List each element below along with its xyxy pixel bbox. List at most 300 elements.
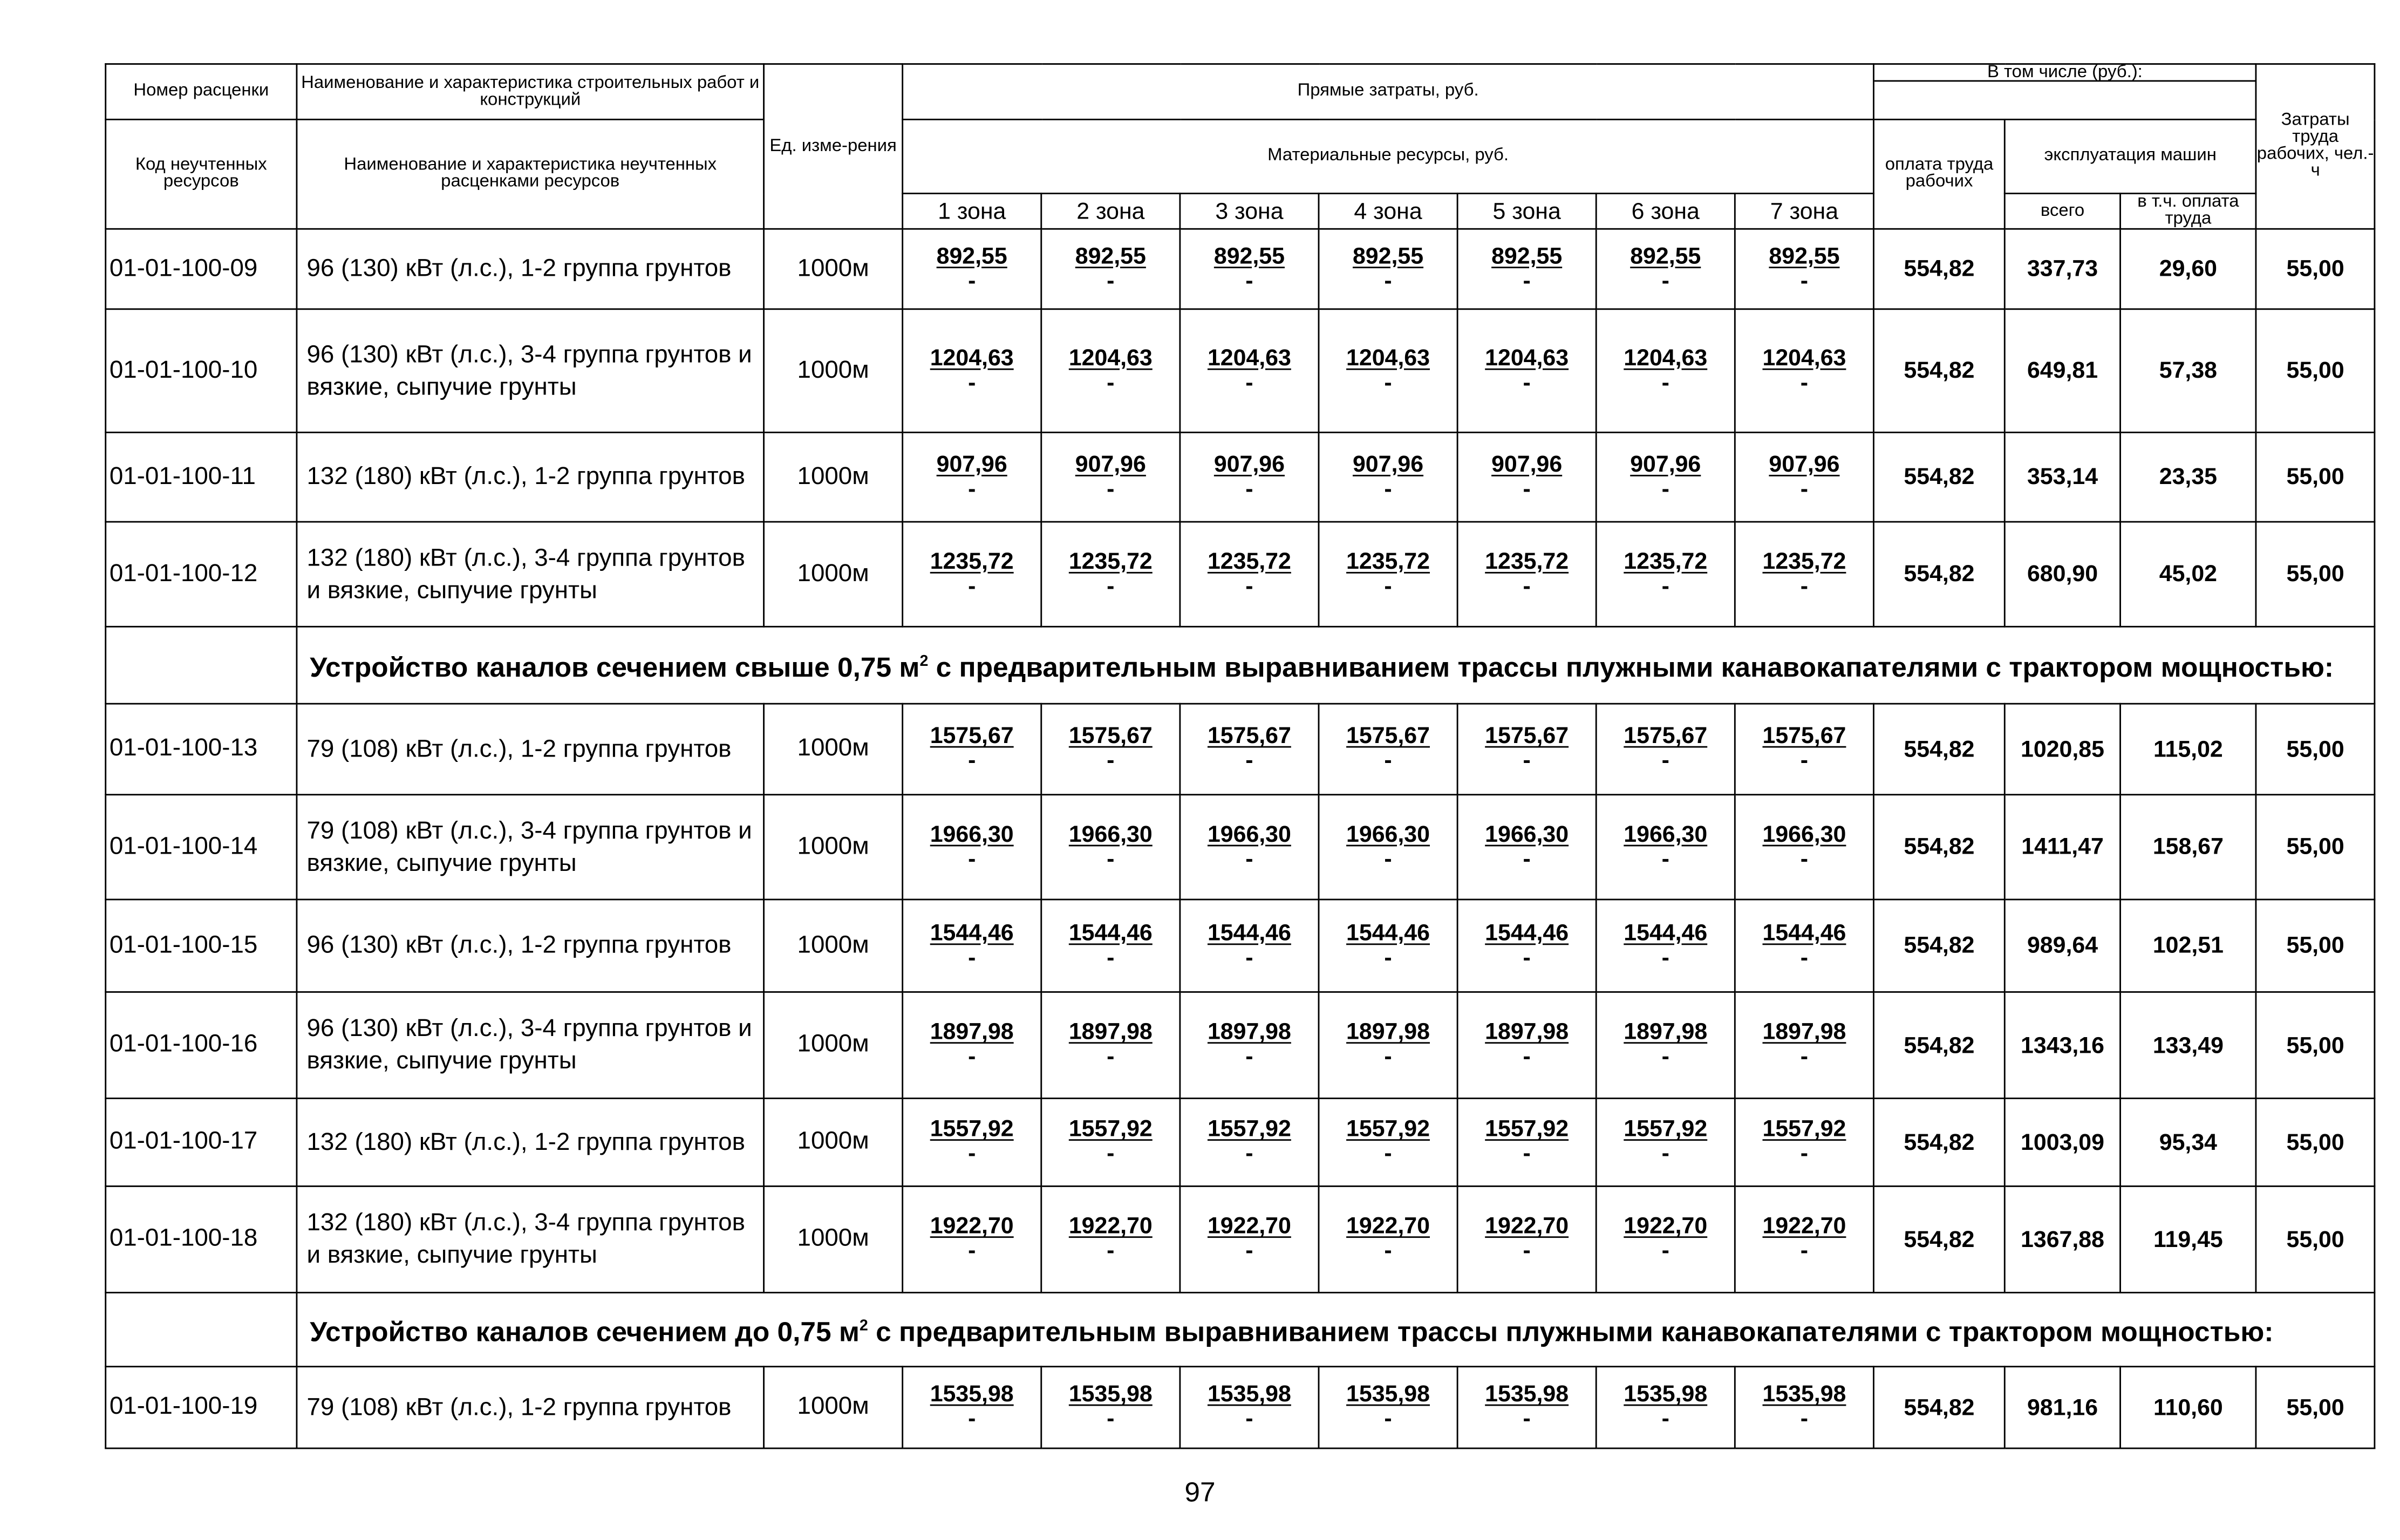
table-row <box>106 1099 2375 1187</box>
zone-material-value: 1204,63 <box>930 344 1014 371</box>
zone-material-value: 892,55 <box>936 242 1007 269</box>
zone-resource-dash: - <box>1800 1238 1809 1264</box>
rates-table <box>105 63 2375 1449</box>
zone-5-cell <box>1457 704 1596 795</box>
zone-material-value: 1235,72 <box>1762 548 1846 575</box>
rate-code: 01-01-100-18 <box>106 1186 297 1292</box>
zone-5-cell <box>1457 309 1596 433</box>
zone-4-cell <box>1319 900 1457 992</box>
rate-code: 01-01-100-14 <box>106 795 297 900</box>
zone-6-cell <box>1596 309 1735 433</box>
header-zone-3: 3 зона <box>1180 194 1319 229</box>
zone-7-cell <box>1735 704 1873 795</box>
zone-material-value: 907,96 <box>1491 451 1563 478</box>
zone-3-cell <box>1180 229 1319 309</box>
machine-total-cell: 649,81 <box>2004 309 2120 433</box>
zone-material-value: 892,55 <box>1491 242 1563 269</box>
zone-resource-dash: - <box>1661 846 1669 872</box>
header-unaccounted-code: Код неучтенных ресурсов <box>106 119 297 229</box>
zone-5-cell <box>1457 229 1596 309</box>
zone-1-cell <box>903 900 1041 992</box>
machine-total-cell: 337,73 <box>2004 229 2120 309</box>
machine-pay-cell: 110,60 <box>2121 1367 2256 1448</box>
table-row <box>106 309 2375 433</box>
rate-code: 01-01-100-09 <box>106 229 297 309</box>
zone-6-cell <box>1596 432 1735 522</box>
zone-resource-dash: - <box>1800 475 1809 502</box>
zone-material-value: 1544,46 <box>930 919 1014 946</box>
zone-material-value: 1897,98 <box>1762 1019 1846 1045</box>
zone-material-value: 1204,63 <box>1762 344 1846 371</box>
zone-3-cell <box>1180 795 1319 900</box>
zone-4-cell <box>1319 1367 1457 1448</box>
zone-material-value: 1575,67 <box>1762 723 1846 749</box>
zone-2-cell <box>1041 1186 1180 1292</box>
labor-pay-cell: 554,82 <box>1874 522 2005 626</box>
zone-material-value: 1557,92 <box>1346 1116 1430 1142</box>
zone-2-cell <box>1041 1367 1180 1448</box>
rate-code: 01-01-100-10 <box>106 309 297 433</box>
zone-resource-dash: - <box>1800 1141 1809 1167</box>
work-name: 96 (130) кВт (л.с.), 3-4 группа грунтов и вязкие, сыпучие грунты <box>297 309 764 433</box>
zone-resource-dash: - <box>968 1406 976 1433</box>
zone-7-cell <box>1735 1367 1873 1448</box>
zone-material-value: 1922,70 <box>1346 1213 1430 1239</box>
zone-4-cell <box>1319 229 1457 309</box>
zone-2-cell <box>1041 704 1180 795</box>
machine-total-cell: 1367,88 <box>2004 1186 2120 1292</box>
zone-2-cell <box>1041 522 1180 626</box>
unit-cell: 1000м <box>764 522 903 626</box>
zone-material-value: 1557,92 <box>1207 1116 1291 1142</box>
zone-material-value: 1235,72 <box>1068 548 1153 575</box>
zone-6-cell <box>1596 992 1735 1098</box>
zone-resource-dash: - <box>1107 1406 1115 1433</box>
table-row <box>106 1186 2375 1292</box>
section-code-cell <box>106 626 297 704</box>
section-row <box>106 1293 2375 1367</box>
zone-7-cell <box>1735 229 1873 309</box>
zone-4-cell <box>1319 432 1457 522</box>
section-title-text: Устройство каналов сечением свыше 0,75 м <box>310 652 920 683</box>
machine-total-cell: 1411,47 <box>2004 795 2120 900</box>
zone-2-cell <box>1041 229 1180 309</box>
zone-2-cell <box>1041 900 1180 992</box>
header-unit: Ед. изме-рения <box>764 64 903 229</box>
zone-material-value: 1204,63 <box>1485 344 1569 371</box>
zone-resource-dash: - <box>1107 573 1115 599</box>
machine-total-cell: 1020,85 <box>2004 704 2120 795</box>
work-name: 132 (180) кВт (л.с.), 1-2 группа грунтов <box>297 1099 764 1187</box>
zone-1-cell <box>903 229 1041 309</box>
zone-5-cell <box>1457 1367 1596 1448</box>
labor-pay-cell: 554,82 <box>1874 795 2005 900</box>
zone-resource-dash: - <box>1384 846 1392 872</box>
zone-4-cell <box>1319 795 1457 900</box>
labor-hours-cell: 55,00 <box>2256 900 2375 992</box>
machine-pay-cell: 102,51 <box>2121 900 2256 992</box>
unit-cell: 1000м <box>764 309 903 433</box>
zone-resource-dash: - <box>1107 475 1115 502</box>
labor-pay-cell: 554,82 <box>1874 229 2005 309</box>
zone-1-cell <box>903 704 1041 795</box>
zone-material-value: 1557,92 <box>1624 1116 1708 1142</box>
header-zone-6: 6 зона <box>1596 194 1735 229</box>
unit-cell: 1000м <box>764 1099 903 1187</box>
zone-6-cell <box>1596 1367 1735 1448</box>
zone-resource-dash: - <box>1523 1044 1531 1070</box>
labor-pay-cell: 554,82 <box>1874 309 2005 433</box>
zone-1-cell <box>903 992 1041 1098</box>
zone-resource-dash: - <box>1523 369 1531 396</box>
zone-material-value: 1544,46 <box>1207 919 1291 946</box>
header-direct-costs: Прямые затраты, руб. <box>903 64 1874 120</box>
zone-2-cell <box>1041 309 1180 433</box>
header-zone-1: 1 зона <box>903 194 1041 229</box>
machine-pay-cell: 158,67 <box>2121 795 2256 900</box>
zone-5-cell <box>1457 432 1596 522</box>
rate-code: 01-01-100-17 <box>106 1099 297 1187</box>
zone-resource-dash: - <box>1661 267 1669 294</box>
zone-material-value: 1544,46 <box>1762 919 1846 946</box>
machine-pay-cell: 133,49 <box>2121 992 2256 1098</box>
zone-resource-dash: - <box>1245 944 1253 971</box>
zone-6-cell <box>1596 1099 1735 1187</box>
zone-resource-dash: - <box>1384 1141 1392 1167</box>
header-machine-operation: эксплуатация машин <box>2004 119 2256 193</box>
zone-resource-dash: - <box>1661 475 1669 502</box>
unit-cell: 1000м <box>764 1367 903 1448</box>
table-row <box>106 432 2375 522</box>
zone-resource-dash: - <box>968 267 976 294</box>
zone-material-value: 1966,30 <box>930 821 1014 847</box>
rate-code: 01-01-100-12 <box>106 522 297 626</box>
machine-pay-cell: 45,02 <box>2121 522 2256 626</box>
zone-5-cell <box>1457 900 1596 992</box>
zone-resource-dash: - <box>968 1238 976 1264</box>
zone-6-cell <box>1596 229 1735 309</box>
zone-resource-dash: - <box>1523 747 1531 774</box>
zone-resource-dash: - <box>1107 1141 1115 1167</box>
zone-material-value: 1922,70 <box>1624 1213 1708 1239</box>
header-including-group <box>1874 64 2256 120</box>
header-resource-name: Наименование и характеристика неучтенных расценками ресурсов <box>297 119 764 229</box>
labor-hours-cell: 55,00 <box>2256 992 2375 1098</box>
header-zone-2: 2 зона <box>1041 194 1180 229</box>
zone-resource-dash: - <box>1245 1141 1253 1167</box>
zone-resource-dash: - <box>1245 1044 1253 1070</box>
zone-resource-dash: - <box>1523 944 1531 971</box>
unit-cell: 1000м <box>764 432 903 522</box>
zone-material-value: 1966,30 <box>1485 821 1569 847</box>
zone-material-value: 907,96 <box>1630 451 1701 478</box>
zone-1-cell <box>903 1186 1041 1292</box>
labor-pay-cell: 554,82 <box>1874 900 2005 992</box>
zone-resource-dash: - <box>1523 1238 1531 1264</box>
zone-material-value: 907,96 <box>1213 451 1285 478</box>
zone-resource-dash: - <box>1661 1044 1669 1070</box>
zone-resource-dash: - <box>1661 747 1669 774</box>
zone-resource-dash: - <box>1245 1238 1253 1264</box>
zone-resource-dash: - <box>1523 475 1531 502</box>
zone-material-value: 1535,98 <box>1762 1381 1846 1408</box>
labor-hours-cell: 55,00 <box>2256 1099 2375 1187</box>
work-name: 79 (108) кВт (л.с.), 1-2 группа грунтов <box>297 1367 764 1448</box>
section-title <box>297 1293 2375 1367</box>
zone-resource-dash: - <box>968 944 976 971</box>
zone-resource-dash: - <box>1245 747 1253 774</box>
zone-material-value: 907,96 <box>1352 451 1424 478</box>
zone-resource-dash: - <box>1661 369 1669 396</box>
zone-7-cell <box>1735 795 1873 900</box>
labor-pay-cell: 554,82 <box>1874 1367 2005 1448</box>
section-title-sup: 2 <box>919 653 929 671</box>
rate-code: 01-01-100-16 <box>106 992 297 1098</box>
zone-6-cell <box>1596 522 1735 626</box>
zone-6-cell <box>1596 900 1735 992</box>
zone-resource-dash: - <box>1107 1238 1115 1264</box>
zone-material-value: 1897,98 <box>930 1019 1014 1045</box>
zone-7-cell <box>1735 309 1873 433</box>
table-row <box>106 522 2375 626</box>
zone-material-value: 1535,98 <box>1624 1381 1708 1408</box>
header-machine-total: всего <box>2004 194 2120 229</box>
header-labor-pay: оплата труда рабочих <box>1874 119 2005 229</box>
zone-material-value: 1966,30 <box>1346 821 1430 847</box>
zone-resource-dash: - <box>1245 369 1253 396</box>
zone-3-cell <box>1180 900 1319 992</box>
zone-resource-dash: - <box>968 1141 976 1167</box>
zone-3-cell <box>1180 309 1319 433</box>
header-work-name: Наименование и характеристика строительных работ и конструкций <box>297 64 764 120</box>
header-machine-pay: в т.ч. оплата труда <box>2121 194 2256 229</box>
zone-resource-dash: - <box>1800 573 1809 599</box>
table-row <box>106 229 2375 309</box>
zone-resource-dash: - <box>1245 573 1253 599</box>
zone-material-value: 1922,70 <box>1485 1213 1569 1239</box>
zone-material-value: 1544,46 <box>1068 919 1153 946</box>
work-name: 132 (180) кВт (л.с.), 3-4 группа грунтов и вязкие, сыпучие грунты <box>297 522 764 626</box>
zone-5-cell <box>1457 1186 1596 1292</box>
zone-material-value: 1897,98 <box>1207 1019 1291 1045</box>
zone-1-cell <box>903 795 1041 900</box>
zone-material-value: 907,96 <box>936 451 1007 478</box>
work-name: 96 (130) кВт (л.с.), 1-2 группа грунтов <box>297 900 764 992</box>
zone-resource-dash: - <box>968 369 976 396</box>
zone-resource-dash: - <box>1107 846 1115 872</box>
zone-resource-dash: - <box>1384 573 1392 599</box>
zone-4-cell <box>1319 1186 1457 1292</box>
zone-material-value: 1204,63 <box>1346 344 1430 371</box>
machine-total-cell: 989,64 <box>2004 900 2120 992</box>
unit-cell: 1000м <box>764 1186 903 1292</box>
zone-material-value: 892,55 <box>1352 242 1424 269</box>
zone-5-cell <box>1457 522 1596 626</box>
unit-cell: 1000м <box>764 229 903 309</box>
zone-5-cell <box>1457 795 1596 900</box>
zone-3-cell <box>1180 1099 1319 1187</box>
machine-total-cell: 1003,09 <box>2004 1099 2120 1187</box>
zone-material-value: 1966,30 <box>1762 821 1846 847</box>
zone-resource-dash: - <box>1800 369 1809 396</box>
labor-pay-cell: 554,82 <box>1874 1186 2005 1292</box>
table-row <box>106 795 2375 900</box>
machine-pay-cell: 115,02 <box>2121 704 2256 795</box>
labor-hours-cell: 55,00 <box>2256 704 2375 795</box>
zone-resource-dash: - <box>1384 475 1392 502</box>
zone-resource-dash: - <box>1800 846 1809 872</box>
zone-material-value: 1557,92 <box>1068 1116 1153 1142</box>
zone-1-cell <box>903 309 1041 433</box>
header-zone-4: 4 зона <box>1319 194 1457 229</box>
zone-7-cell <box>1735 522 1873 626</box>
machine-pay-cell: 29,60 <box>2121 229 2256 309</box>
zone-material-value: 1575,67 <box>1624 723 1708 749</box>
zone-material-value: 1544,46 <box>1485 919 1569 946</box>
header-labor-cost: Затраты труда рабочих, чел.-ч <box>2256 64 2375 229</box>
labor-hours-cell: 55,00 <box>2256 522 2375 626</box>
table-row <box>106 704 2375 795</box>
section-title <box>297 626 2375 704</box>
zone-material-value: 892,55 <box>1630 242 1701 269</box>
zone-resource-dash: - <box>1384 747 1392 774</box>
zone-material-value: 1575,67 <box>1346 723 1430 749</box>
unit-cell: 1000м <box>764 900 903 992</box>
zone-resource-dash: - <box>1661 573 1669 599</box>
zone-resource-dash: - <box>968 747 976 774</box>
zone-resource-dash: - <box>1661 1406 1669 1433</box>
zone-6-cell <box>1596 1186 1735 1292</box>
zone-4-cell <box>1319 309 1457 433</box>
zone-2-cell <box>1041 432 1180 522</box>
zone-material-value: 1922,70 <box>930 1213 1014 1239</box>
labor-hours-cell: 55,00 <box>2256 1367 2375 1448</box>
zone-material-value: 1204,63 <box>1207 344 1291 371</box>
work-name: 96 (130) кВт (л.с.), 1-2 группа грунтов <box>297 229 764 309</box>
labor-pay-cell: 554,82 <box>1874 432 2005 522</box>
zone-resource-dash: - <box>1800 1406 1809 1433</box>
zone-resource-dash: - <box>1661 1141 1669 1167</box>
zone-material-value: 1575,67 <box>930 723 1014 749</box>
zone-resource-dash: - <box>1800 1044 1809 1070</box>
machine-pay-cell: 119,45 <box>2121 1186 2256 1292</box>
work-name: 96 (130) кВт (л.с.), 3-4 группа грунтов и вязкие, сыпучие грунты <box>297 992 764 1098</box>
zone-1-cell <box>903 522 1041 626</box>
labor-pay-cell: 554,82 <box>1874 992 2005 1098</box>
zone-3-cell <box>1180 1367 1319 1448</box>
section-row <box>106 626 2375 704</box>
zone-resource-dash: - <box>1384 1044 1392 1070</box>
zone-1-cell <box>903 432 1041 522</box>
labor-pay-cell: 554,82 <box>1874 1099 2005 1187</box>
table-row <box>106 992 2375 1098</box>
zone-material-value: 1535,98 <box>930 1381 1014 1408</box>
section-title-sup: 2 <box>859 1318 868 1335</box>
header-including: В том числе (руб.): <box>1874 65 2255 81</box>
zone-material-value: 1557,92 <box>930 1116 1014 1142</box>
zone-resource-dash: - <box>1245 475 1253 502</box>
zone-material-value: 1535,98 <box>1346 1381 1430 1408</box>
zone-resource-dash: - <box>1523 573 1531 599</box>
zone-resource-dash: - <box>1800 747 1809 774</box>
zone-1-cell <box>903 1367 1041 1448</box>
machine-pay-cell: 23,35 <box>2121 432 2256 522</box>
section-code-cell <box>106 1293 297 1367</box>
machine-total-cell: 680,90 <box>2004 522 2120 626</box>
zone-4-cell <box>1319 1099 1457 1187</box>
zone-resource-dash: - <box>968 573 976 599</box>
rate-code: 01-01-100-13 <box>106 704 297 795</box>
section-title-text: Устройство каналов сечением до 0,75 м <box>310 1316 860 1347</box>
zone-4-cell <box>1319 704 1457 795</box>
zone-material-value: 1235,72 <box>1624 548 1708 575</box>
work-name: 79 (108) кВт (л.с.), 3-4 группа грунтов и вязкие, сыпучие грунты <box>297 795 764 900</box>
unit-cell: 1000м <box>764 704 903 795</box>
work-name: 79 (108) кВт (л.с.), 1-2 группа грунтов <box>297 704 764 795</box>
zone-3-cell <box>1180 522 1319 626</box>
work-name: 132 (180) кВт (л.с.), 3-4 группа грунтов и вязкие, сыпучие грунты <box>297 1186 764 1292</box>
zone-resource-dash: - <box>1800 944 1809 971</box>
zone-material-value: 1235,72 <box>1346 548 1430 575</box>
header-zone-7: 7 зона <box>1735 194 1873 229</box>
zone-material-value: 1922,70 <box>1207 1213 1291 1239</box>
zone-material-value: 1535,98 <box>1068 1381 1153 1408</box>
unit-cell: 1000м <box>764 795 903 900</box>
zone-6-cell <box>1596 704 1735 795</box>
labor-pay-cell: 554,82 <box>1874 704 2005 795</box>
zone-6-cell <box>1596 795 1735 900</box>
zone-resource-dash: - <box>1661 944 1669 971</box>
zone-material-value: 1966,30 <box>1207 821 1291 847</box>
zone-resource-dash: - <box>968 846 976 872</box>
table-row <box>106 1367 2375 1448</box>
header-material-resources: Материальные ресурсы, руб. <box>903 119 1874 193</box>
zone-resource-dash: - <box>1523 1141 1531 1167</box>
zone-resource-dash: - <box>1661 1238 1669 1264</box>
zone-resource-dash: - <box>1245 1406 1253 1433</box>
zone-material-value: 1535,98 <box>1207 1381 1291 1408</box>
zone-3-cell <box>1180 992 1319 1098</box>
zone-material-value: 1557,92 <box>1485 1116 1569 1142</box>
work-name: 132 (180) кВт (л.с.), 1-2 группа грунтов <box>297 432 764 522</box>
zone-material-value: 1897,98 <box>1485 1019 1569 1045</box>
zone-material-value: 1922,70 <box>1762 1213 1846 1239</box>
zone-resource-dash: - <box>1107 369 1115 396</box>
zone-material-value: 1575,67 <box>1485 723 1569 749</box>
header-rate-number: Номер расценки <box>106 64 297 120</box>
zone-resource-dash: - <box>1384 1238 1392 1264</box>
zone-5-cell <box>1457 1099 1596 1187</box>
zone-material-value: 1557,92 <box>1762 1116 1846 1142</box>
zone-resource-dash: - <box>1384 267 1392 294</box>
machine-pay-cell: 57,38 <box>2121 309 2256 433</box>
zone-resource-dash: - <box>968 475 976 502</box>
zone-7-cell <box>1735 1099 1873 1187</box>
zone-2-cell <box>1041 795 1180 900</box>
zone-material-value: 1897,98 <box>1346 1019 1430 1045</box>
zone-resource-dash: - <box>1384 369 1392 396</box>
rate-code: 01-01-100-15 <box>106 900 297 992</box>
labor-hours-cell: 55,00 <box>2256 795 2375 900</box>
zone-4-cell <box>1319 992 1457 1098</box>
machine-pay-cell: 95,34 <box>2121 1099 2256 1187</box>
zone-resource-dash: - <box>1800 267 1809 294</box>
zone-material-value: 1897,98 <box>1624 1019 1708 1045</box>
zone-3-cell <box>1180 1186 1319 1292</box>
labor-hours-cell: 55,00 <box>2256 1186 2375 1292</box>
zone-resource-dash: - <box>1384 1406 1392 1433</box>
zone-material-value: 1922,70 <box>1068 1213 1153 1239</box>
